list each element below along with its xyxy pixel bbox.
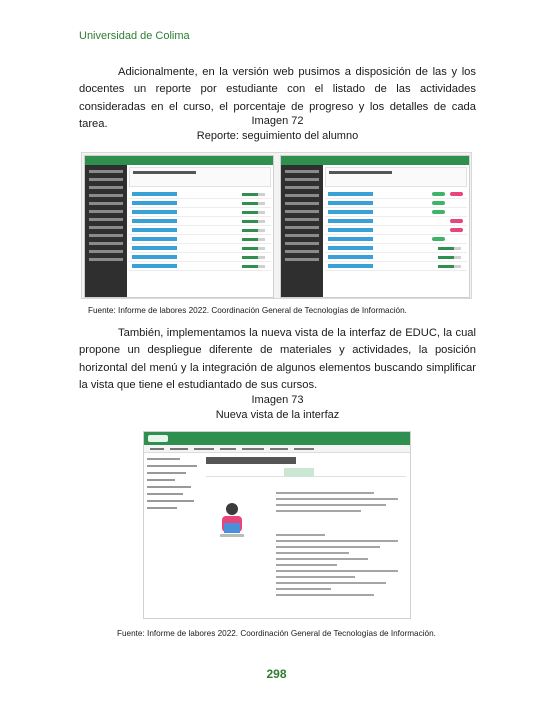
student-profile-card: [129, 167, 271, 187]
report-row: [129, 244, 271, 253]
educ-top-bar: [144, 432, 410, 445]
report-row: [129, 190, 271, 199]
horizontal-menu: [144, 445, 410, 453]
paragraph-new-interface-text: También, implementamos la nueva vista de la interfaz de EDUC, la cual propone un despliegue diferente de materiales y actividades, la posición horizontal del menú y la integración de algunos elementos buscando simplificar la vista que tiene el estudiantado de sus cursos.: [79, 327, 476, 391]
activity-row: [325, 253, 467, 262]
activity-row: [325, 217, 467, 226]
course-title: [206, 457, 296, 464]
app-sidebar: [85, 165, 127, 297]
report-row: [129, 253, 271, 262]
figure-73-screenshot: [143, 431, 411, 619]
activity-row: [325, 262, 467, 271]
report-row: [129, 235, 271, 244]
app-sidebar: [281, 165, 323, 297]
educ-logo: [148, 435, 168, 442]
figure-72-number: Imagen 72: [251, 115, 304, 127]
activity-row: [325, 244, 467, 253]
figure-73-caption: [79, 393, 476, 423]
activity-detail-panel: [325, 167, 467, 295]
figure-73-source: Fuente: Informe de labores 2022. Coordinación General de Tecnologías de Información.: [117, 629, 436, 638]
activity-row: [325, 208, 467, 217]
app-top-bar: [281, 156, 469, 165]
report-row: [129, 226, 271, 235]
course-info-text-block: [276, 534, 398, 600]
figure-73-title: Nueva vista de la interfaz: [215, 409, 340, 421]
activity-row: [325, 235, 467, 244]
page-number: 298: [266, 667, 287, 681]
active-tab: [284, 468, 314, 477]
figure-73-number: Imagen 73: [251, 394, 304, 406]
figure-72-title: Reporte: seguimiento del alumno: [196, 130, 359, 142]
app-top-bar: [85, 156, 273, 165]
running-header: Universidad de Colima: [79, 30, 190, 42]
paragraph-report-text: Adicionalmente, en la versión web pusimos a disposición de las y los docentes un reporte por estudiante con el listado de las actividades consideradas en el curso, el porcentaje de progreso y los detalles de cada tarea.: [79, 66, 476, 130]
course-outline: [147, 458, 202, 514]
student-profile-card: [325, 167, 467, 187]
paragraph-new-interface: [79, 325, 476, 394]
student-report-screenshot-left: [84, 155, 274, 298]
report-row: [129, 199, 271, 208]
student-illustration-icon: [214, 499, 250, 543]
report-row: [129, 262, 271, 271]
student-report-screenshot-right: [280, 155, 470, 298]
activity-row: [325, 190, 467, 199]
figure-72-caption: [79, 114, 476, 144]
content-tabs: [206, 467, 406, 477]
report-row: [129, 208, 271, 217]
activity-row: [325, 199, 467, 208]
figure-72-source: Fuente: Informe de labores 2022. Coordinación General de Tecnologías de Información.: [88, 306, 407, 315]
activity-row: [325, 226, 467, 235]
welcome-text-block: [276, 492, 398, 516]
figure-72-screenshot: [81, 152, 472, 299]
course-content-area: [206, 454, 406, 616]
report-main-panel: [129, 167, 271, 295]
report-row: [129, 217, 271, 226]
